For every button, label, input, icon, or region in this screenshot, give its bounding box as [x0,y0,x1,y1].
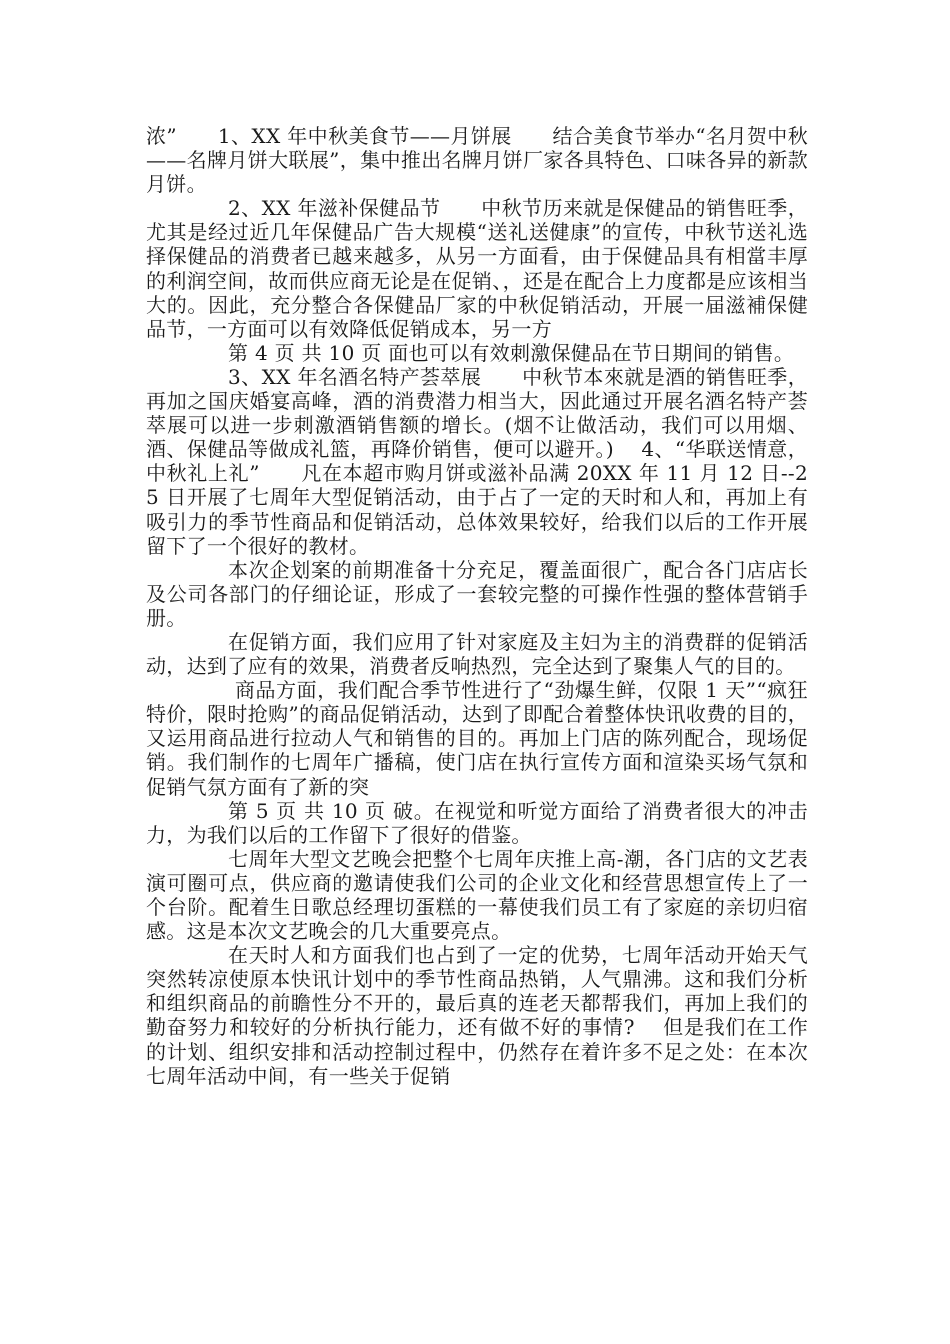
paragraph-merchandise-aspect: 商品方面，我们配合季节性进行了“劲爆生鲜，仅限 1 天”“疯狂特价，限时抢购”的商品促销活动，达到了即配合着整体快讯收费的目的，又运用商品进行拉动人气和销售的目的。再加上门店的陈列配合，现场促销。我们制作的七周年广播稿，使门店在执行宣传方面和渲染买场气氛和促销气氛方面有了新的突 [146,678,808,799]
paragraph-mid-autumn-food-festival: 浓” 1、XX 年中秋美食节——月饼展 结合美食节举办“名月贺中秋——名牌月饼大联展”，集中推出名牌月饼厂家各具特色、口味各异的新款月饼。 [146,124,808,197]
paragraph-anniversary-gala: 七周年大型文艺晚会把整个七周年庆推上高-潮，各门店的文艺表演可圈可点，供应商的邀请使我们公司的企业文化和经营思想宣传上了一个台阶。配着生日歌总经理切蛋糕的一幕使我们员工有了家庭的亲切归宿感。这是本次文艺晚会的几大重要亮点。 [146,846,808,944]
paragraph-wine-specialty-exhibition: 3、XX 年名酒名特产荟萃展 中秋节本來就是酒的销售旺季，再加之国庆婚宴高峰，酒的消费潜力相当大，因此通过开展名酒名特产荟萃展可以进一步刺激酒销售额的增长。(烟不让做活动，我们可以用烟、酒、保健品等做成礼篮，再降价销售，便可以避开。) 4、“华联送情意，中秋礼上礼” 凡在本超市购月饼或滋补品满 20XX 年 11 月 12 日--25 日开展了七周年大型促销活动，由于占了一定的天时和人和，再加上有吸引力的季节性商品和促销活动，总体效果较好，给我们以后的工作开展留下了一个很好的教材。 [146,364,808,558]
paragraph-health-products-festival: 2、XX 年滋补保健品节 中秋节历来就是保健品的销售旺季，尤其是经过近几年保健品广告大规模“送礼送健康”的宣传，中秋节送礼选择保健品的消费者已越来越多，从另一方面看，由于保健品具有相當丰厚的利润空间，故而供应商无论是在促销、，还是在配合上力度都是应该相当大的。因此，充分整合各保健品厂家的中秋促销活动，开展一届滋補保健品节，一方面可以有效降低促销成本，另一方 [146,196,808,341]
paragraph-page-4-footer-continuation: 第 4 页 共 10 页 面也可以有效刺激保健品在节日期间的销售。 [228,340,795,365]
paragraph-promotion-aspect: 在促销方面，我们应用了针对家庭及主妇为主的消费群的促销活动，达到了应有的效果，消费者反响热烈，完全达到了聚集人气的目的。 [146,629,808,679]
paragraph-planning-preparation: 本次企划案的前期准备十分充足，覆盖面很广，配合各门店店长及公司各部门的仔细论证，形成了一套较完整的可操作性强的整体营销手册。 [146,557,808,630]
paragraph-page-5-footer-continuation: 第 5 页 共 10 页 破。在视觉和听觉方面给了消费者很大的冲击力，为我们以后的工作留下了很好的借鉴。 [146,798,808,847]
paragraph-timing-advantages: 在天时人和方面我们也占到了一定的优势，七周年活动开始天气突然转凉使原本快讯计划中的季节性商品热销，人气鼎沸。这和我们分析和组织商品的前瞻性分不开的，最后真的连老天都帮我们，再加上我们的勤奋努力和较好的分析执行能力，还有做不好的事情? 但是我们在工作的计划、组织安排和活动控制过程中，仍然存在着许多不足之处：在本次七周年活动中间，有一些关于促销 [146,943,808,1088]
document-page [146,124,808,1088]
